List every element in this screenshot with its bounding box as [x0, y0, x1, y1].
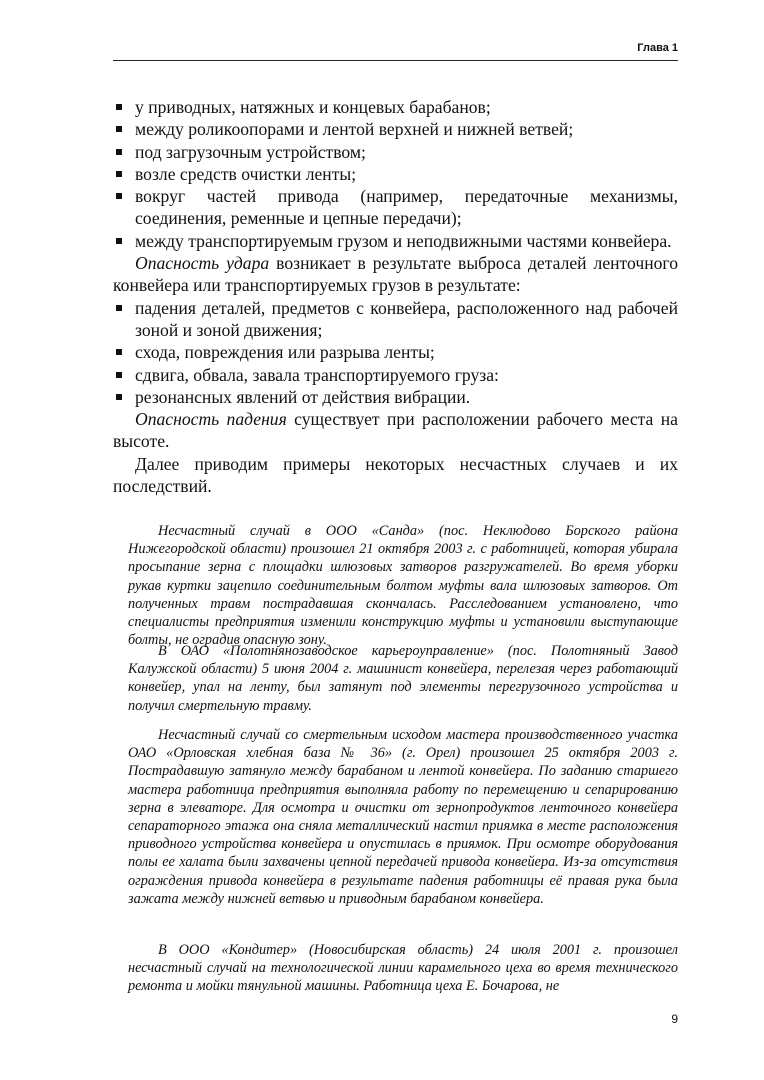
- list-item: возле средств очистки ленты;: [113, 163, 678, 185]
- list-item: у приводных, натяжных и концевых барабанов;: [113, 96, 678, 118]
- list-item: сдвига, обвала, завала транспортируемого груза:: [113, 364, 678, 386]
- list-item: падения деталей, предметов с конвейера, расположенного над рабочей зоной и зоной движения;: [113, 297, 678, 342]
- list-item: схода, повреждения или разрыва ленты;: [113, 341, 678, 363]
- term-fall-hazard: Опасность падения: [135, 409, 287, 430]
- page-number: 9: [671, 1012, 678, 1026]
- paragraph-text: возникает в результате выброса деталей ленточного конвейера или транспортируемых грузов в результате:: [113, 253, 678, 296]
- term-impact-hazard: Опасность удара: [135, 253, 270, 274]
- list-item: между роликоопорами и лентой верхней и нижней ветвей;: [113, 118, 678, 140]
- hazard-locations-list: [113, 96, 678, 252]
- accident-case-1: Несчастный случай в ООО «Санда» (пос. Неклюдово Борского района Нижегородской области) произошел 21 октября 2003 г. с работницей, которая убирала просыпание зерна с площадки шлюзовых затворов разгружателей. Во время уборки рукав куртки зацепило соединительным болтом муфты вала шлюзовых затворов. От полученных травм пострадавшая скончалась. Расследованием установлено, что специалисты предприятия изменили конструкцию муфты и установили выступающие болты, не оградив опасную зону.: [128, 523, 678, 649]
- list-item: вокруг частей привода (например, передаточные механизмы, соединения, ременные и цепные передачи);: [113, 185, 678, 230]
- paragraph-intro-cases: Далее приводим примеры некоторых несчастных случаев и их последствий.: [113, 453, 678, 497]
- paragraph-impact-hazard: [113, 252, 678, 297]
- list-item: под загрузочным устройством;: [113, 141, 678, 163]
- accident-case-2: В ОАО «Полотнянозаводское карьероуправление» (пос. Полотняный Завод Калужской области) 5 июня 2004 г. машинист конвейера, перелезая через работающий конвейер, упал на ленту, был затянут под элементы перегрузочного устройства и получил смертельную травму.: [128, 643, 678, 714]
- main-text: [113, 96, 678, 497]
- impact-causes-list: [113, 297, 678, 408]
- accident-case-3: Несчастный случай со смертельным исходом мастера производственного участка ОАО «Орловская хлебная база № 36» (г. Орел) произошел 25 октября 2003 г. Пострадавшую затянуло между барабаном и лентой конвейера. По заданию старшего мастера работница предприятия выполняла работу по перемещению и сепарированию зерна в элеваторе. Для осмотра и очистки от зернопродуктов ленточного конвейера сепараторного этажа она сняла металлический настил приямка в месте расположения приводного устройства конвейера и опустилась в приямок. При осмотре оборудования полы ее халата были захвачены цепной передачей привода конвейера. Из-за отсутствия ограждения привода конвейера в результате падения работницы её правая рука была зажата между нижней ветвью и приводным барабаном конвейера.: [128, 727, 678, 907]
- list-item: между транспортируемым грузом и неподвижными частями конвейера.: [113, 230, 678, 252]
- list-item: резонансных явлений от действия вибрации.: [113, 386, 678, 408]
- running-head-chapter: Глава 1: [113, 42, 678, 61]
- paragraph-fall-hazard: [113, 408, 678, 453]
- accident-case-4: В ООО «Кондитер» (Новосибирская область) 24 июля 2001 г. произошел несчастный случай на технологической линии карамельного цеха во время технического ремонта и мойки тянульной машины. Работница цеха Е. Бочарова, не: [128, 942, 678, 995]
- paragraph-text: существует при расположении рабочего места на высоте.: [113, 409, 678, 452]
